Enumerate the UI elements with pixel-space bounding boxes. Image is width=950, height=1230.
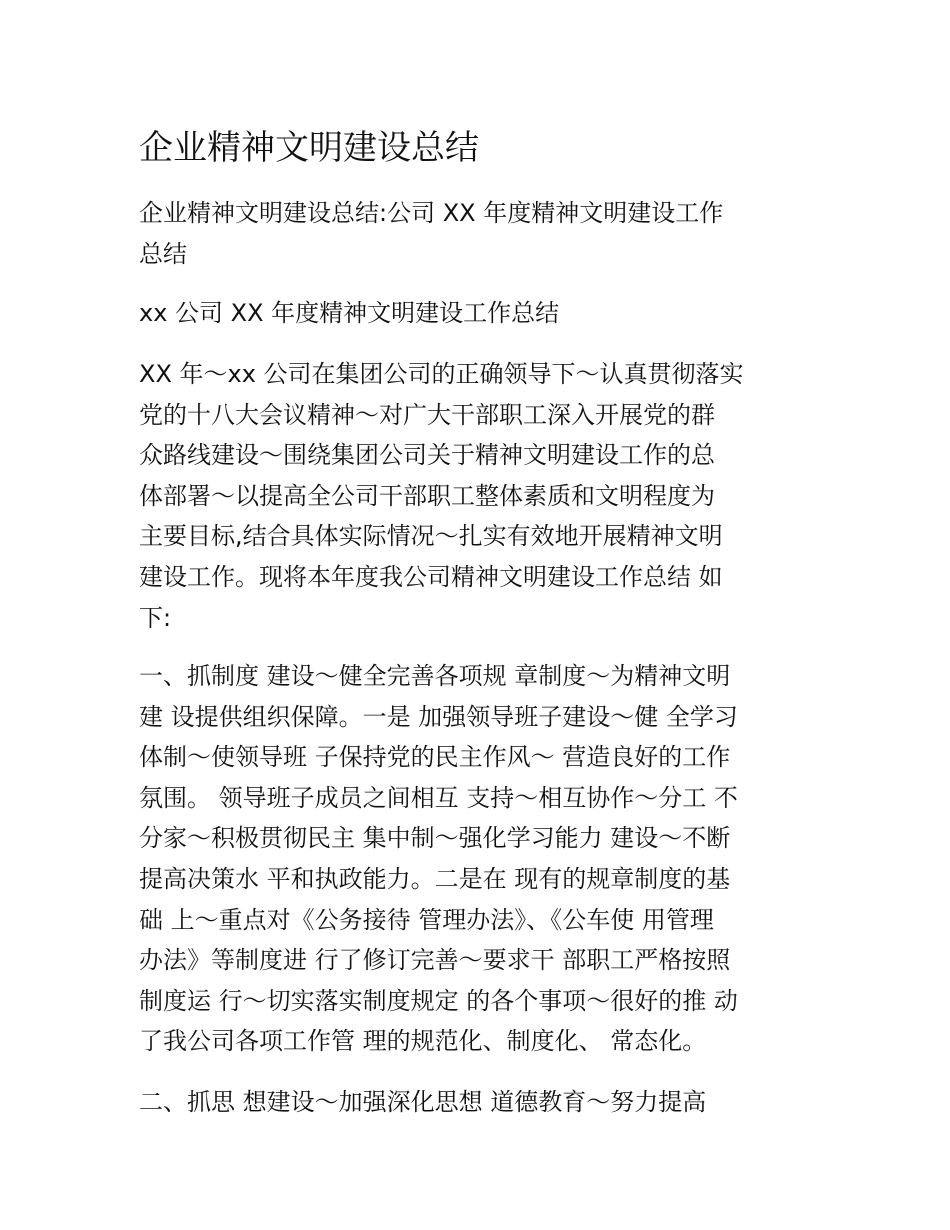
subtitle-line: 总结: [139, 239, 187, 268]
intro-line: 建设工作。现将本年度我公司精神文明建设工作总结 如: [139, 562, 723, 591]
report-heading: xx 公司 XX 年度精神文明建设工作总结: [139, 299, 560, 327]
intro-line: 体部署～以提高全公司干部职工整体素质和文明程度为: [139, 481, 715, 510]
intro-paragraph: [139, 354, 819, 638]
section-2-line: 二、抓思 想建设～加强深化思想 道德教育～努力提高: [139, 1088, 707, 1116]
intro-line: 众路线建设～围绕集团公司关于精神文明建设工作的总: [139, 441, 715, 470]
intro-line: 下:: [139, 603, 172, 632]
section-1-paragraph: [139, 656, 819, 1062]
section-1-line: 提高决策水 平和执政能力。二是在 现有的规章制度的基: [139, 864, 731, 893]
section-1-line: 建 设提供组织保障。一是 加强领导班子建设～健 全学习: [139, 702, 738, 731]
section-1-line: 了我公司各项工作管 理的规范化、制度化、 常态化。: [139, 1027, 707, 1056]
intro-line: 主要目标,结合具体实际情况～扎实有效地开展精神文明: [139, 522, 723, 551]
section-1-line: 一、抓制度 建设～健全完善各项规 章制度～为精神文明: [139, 662, 731, 690]
intro-line: 党的十八大会议精神～对广大干部职工深入开展党的群: [139, 400, 715, 429]
document-title: 企业精神文明建设总结: [139, 128, 479, 168]
section-1-line: 制度运 行～切实落实制度规定 的各个事项～很好的推 动: [139, 986, 738, 1015]
intro-line: XX 年～xx 公司在集团公司的正确领导下～认真贯彻落实: [139, 360, 744, 388]
section-1-line: 础 上～重点对《公务接待 管理办法》、《公车使 用管理: [139, 905, 714, 934]
section-1-line: 办法》等制度进 行了修订完善～要求干 部职工严格按照: [139, 946, 731, 975]
section-1-line: 体制～使领导班 子保持党的民主作风～ 营造良好的工作: [139, 743, 731, 772]
subtitle-paragraph: [139, 193, 819, 274]
subtitle-line: 企业精神文明建设总结:公司 XX 年度精神文明建设工作: [139, 199, 724, 227]
section-2-paragraph: [139, 1082, 819, 1123]
section-1-line: 分家～积极贯彻民主 集中制～强化学习能力 建设～不断: [139, 824, 731, 853]
section-1-line: 氛围。 领导班子成员之间相互 支持～相互协作～分工 不: [139, 783, 738, 812]
